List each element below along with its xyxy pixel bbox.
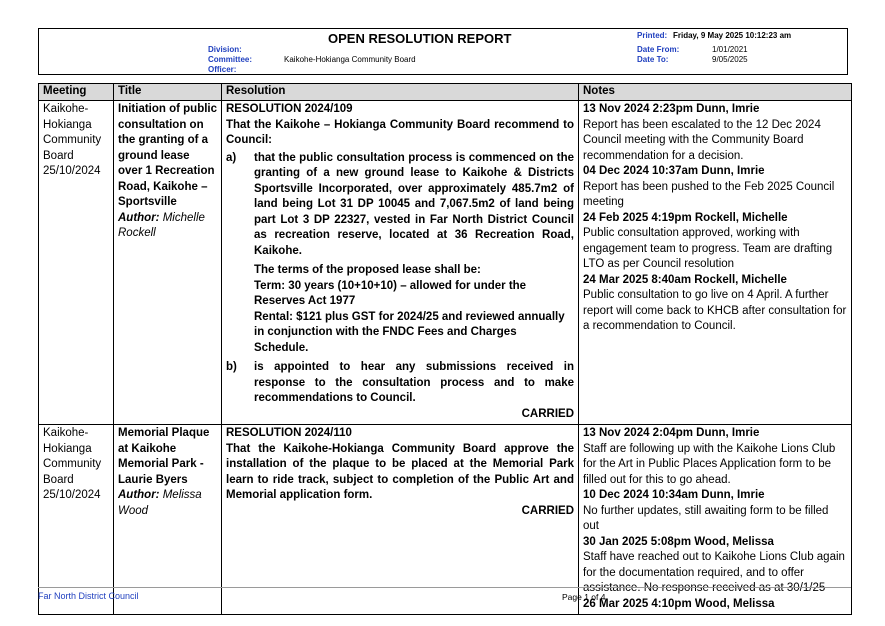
table-row bbox=[39, 101, 852, 425]
date-from-label: Date From: bbox=[637, 45, 680, 54]
item-author: Author: Melissa Wood bbox=[118, 489, 202, 517]
item-author: Author: Michelle Rockell bbox=[118, 211, 205, 239]
resolution-item-b: b) is appointed to hear any submissions received in response to the consultation process and to make recommendations to Council. bbox=[226, 361, 574, 404]
meeting-date: 25/10/2024 bbox=[43, 489, 101, 501]
report-title: OPEN RESOLUTION REPORT bbox=[328, 31, 512, 46]
note-heading: 10 Dec 2024 10:34am Dunn, Imrie bbox=[583, 489, 765, 501]
column-header-title: Title bbox=[114, 84, 222, 101]
table-row bbox=[39, 425, 852, 615]
resolution-status: CARRIED bbox=[521, 407, 574, 420]
title-cell bbox=[114, 425, 222, 615]
resolution-intro: That the Kaikohe – Hokianga Community Board recommend to Council: bbox=[226, 118, 574, 146]
division-label: Division: bbox=[208, 45, 242, 54]
note-heading: 24 Mar 2025 8:40am Rockell, Michelle bbox=[583, 273, 787, 286]
note-heading: 13 Nov 2024 2:04pm Dunn, Imrie bbox=[583, 427, 760, 439]
printed-value: Friday, 9 May 2025 10:12:23 am bbox=[673, 31, 792, 40]
meeting-cell: Kaikohe- Hokianga Community Board 25/10/2024 bbox=[39, 101, 114, 425]
note-body: Public consultation approved, working with engagement team to progress. Team are drafting LTO as per Council resolution bbox=[583, 227, 833, 270]
meeting-cell: Kaikohe- Hokianga Community Board 25/10/2024 bbox=[39, 425, 114, 615]
footer-organisation: Far North District Council bbox=[38, 591, 139, 601]
report-header bbox=[38, 28, 848, 75]
resolution-table bbox=[38, 83, 852, 615]
date-from-value: 1/01/2021 bbox=[712, 45, 748, 54]
notes-cell bbox=[579, 101, 852, 425]
resolution-cell bbox=[222, 101, 579, 425]
note-heading: 04 Dec 2024 10:37am Dunn, Imrie bbox=[583, 165, 765, 177]
table-header-row bbox=[39, 84, 852, 101]
committee-label: Committee: bbox=[208, 55, 253, 64]
note-heading: 13 Nov 2024 2:23pm Dunn, Imrie bbox=[583, 103, 760, 115]
note-heading: 24 Feb 2025 4:19pm Rockell, Michelle bbox=[583, 211, 788, 224]
note-body: Report has been pushed to the Feb 2025 Council meeting bbox=[583, 180, 835, 208]
column-header-notes: Notes bbox=[579, 84, 852, 101]
resolution-intro: That the Kaikohe-Hokianga Community Board approve the installation of the plaque to be placed at the Memorial Park learn to ride track, subject to completion of the Public Art and Memorial application form. bbox=[226, 442, 574, 501]
notes-cell bbox=[579, 425, 852, 615]
footer-divider bbox=[38, 587, 851, 588]
date-to-value: 9/05/2025 bbox=[712, 55, 748, 64]
date-to-label: Date To: bbox=[637, 55, 669, 64]
meeting-date: 25/10/2024 bbox=[43, 165, 101, 177]
officer-label: Officer: bbox=[208, 65, 237, 74]
resolution-number: RESOLUTION 2024/109 bbox=[226, 103, 353, 115]
note-body: No further updates, still awaiting form to be filled out bbox=[583, 504, 829, 532]
resolution-cell bbox=[222, 425, 579, 615]
note-heading: 30 Jan 2025 5:08pm Wood, Melissa bbox=[583, 535, 774, 548]
note-body: Staff have reached out to Kaikohe Lions Club again for the documentation required, and to offer assistance. No response received as at 30/1/25 bbox=[583, 551, 845, 594]
resolution-number: RESOLUTION 2024/110 bbox=[226, 427, 352, 439]
column-header-resolution: Resolution bbox=[222, 84, 579, 101]
title-cell bbox=[114, 101, 222, 425]
note-body: Report has been escalated to the 12 Dec 2024 Council meeting with the Community Board recommendation for a decision. bbox=[583, 118, 821, 162]
item-title: Initiation of public consultation on the granting of a ground lease over 1 Recreation Road, Kaikohe – Sportsville bbox=[118, 103, 218, 208]
footer-page-number: Page 1 of 4 bbox=[562, 592, 606, 602]
note-heading: 26 Mar 2025 4:10pm Wood, Melissa bbox=[583, 597, 775, 610]
resolution-status: CARRIED bbox=[521, 504, 574, 517]
column-header-meeting: Meeting bbox=[39, 84, 114, 101]
committee-value: Kaikohe-Hokianga Community Board bbox=[284, 55, 416, 64]
resolution-item-a: a) that the public consultation process is commenced on the granting of a new ground lease to Kaikohe & Districts Sportsville Incorporated, over approximately 485.7m2 of land being Lot 31 DP 10045 and 7,067.5m2 of land being part Lot 3 DP 22327, vested in Far North District Council as recreation reserve, located at 36 Recreation Road, Kaikohe. bbox=[226, 151, 574, 257]
item-title: Memorial Plaque at Kaikohe Memorial Park - Laurie Byers bbox=[118, 427, 210, 486]
note-body: Staff are following up with the Kaikohe Lions Club for the Art in Public Places Application form to be filled out for this to go ahead. bbox=[583, 442, 836, 486]
lease-terms: The terms of the proposed lease shall be: Term: 30 years (10+10+10) – allowed for under the Reserves Act 1977 Rental: $121 plus GST for 2024/25 and reviewed annually in conjunction with the FNDC Fees and Charges Schedule. bbox=[254, 264, 565, 354]
note-body: Public consultation to go live on 4 April. A further report will come back to KHCB after consultation for a recommendation to Council. bbox=[583, 289, 847, 332]
printed-label: Printed: bbox=[637, 31, 668, 40]
